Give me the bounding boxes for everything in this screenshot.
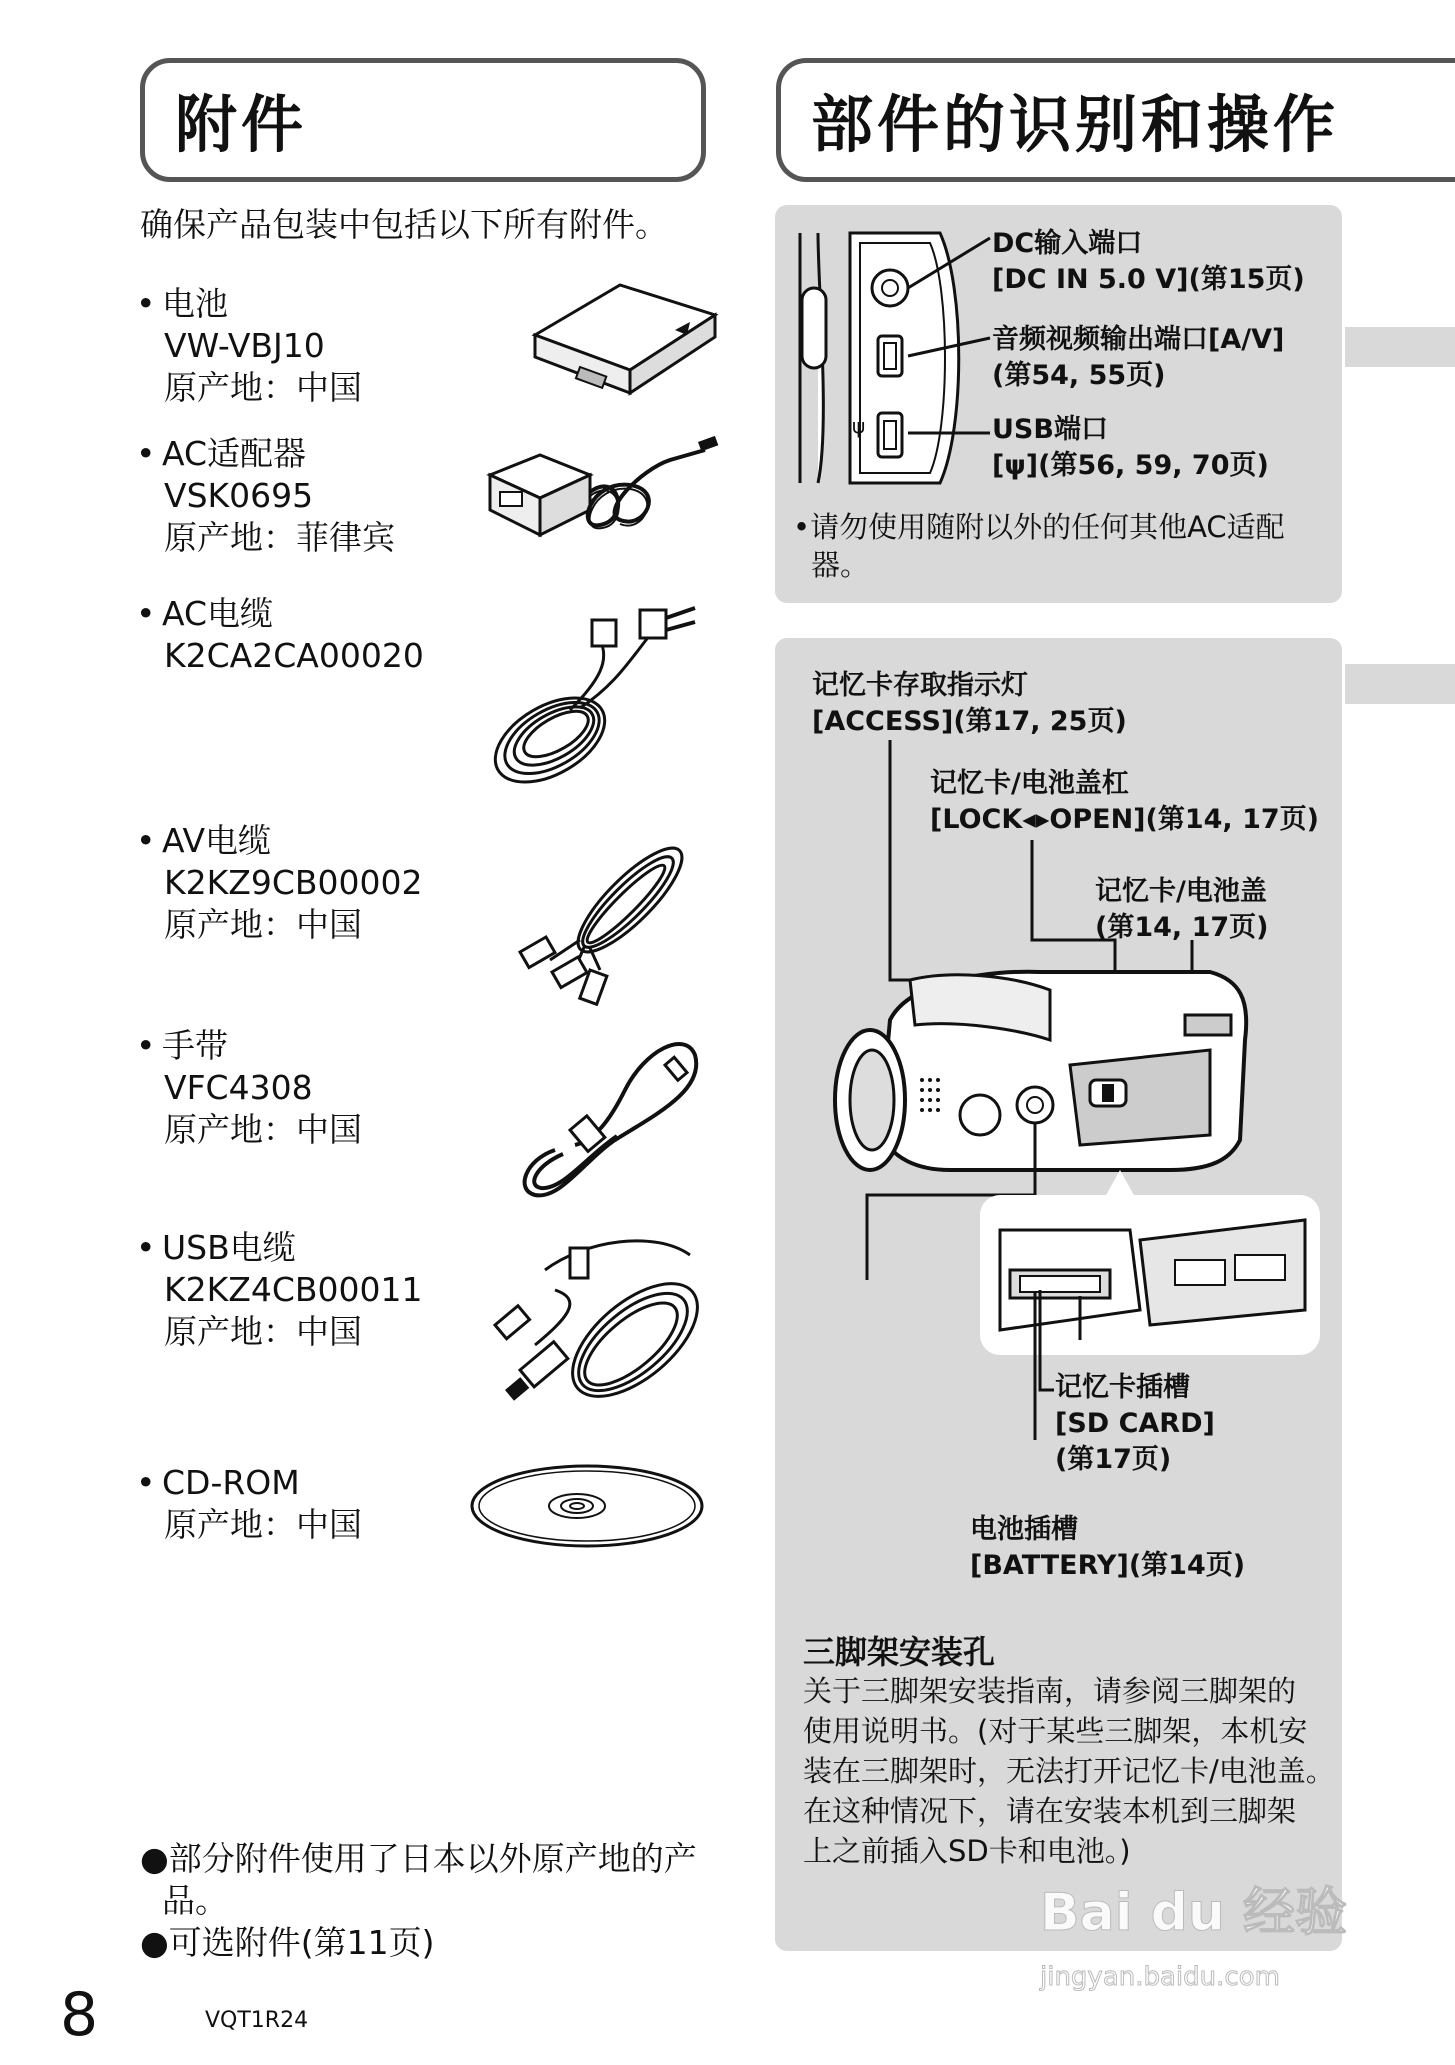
accessory-item-cd-rom: • CD-ROM 原产地：中国	[136, 1463, 362, 1544]
port-note-line-2: 器。	[811, 548, 870, 582]
accessory-item-ac-adaptor: • AC适配器 VSK0695 原产地：菲律宾	[136, 434, 395, 557]
accessory-origin: 原产地：中国	[164, 1110, 362, 1149]
svg-text:ψ: ψ	[852, 414, 866, 438]
hand-strap-illustration	[515, 1030, 715, 1200]
dc-in-port-label: DC输入端口	[992, 228, 1143, 259]
ac-cable-illustration	[480, 590, 720, 790]
accessory-code: K2CA2CA00020	[164, 636, 424, 675]
accessory-code: VW-VBJ10	[164, 326, 325, 365]
ac-adaptor-illustration	[480, 430, 720, 550]
accessory-code: 原产地：中国	[164, 1505, 362, 1544]
accessory-item-av-cable: • AV电缆 K2KZ9CB00002 原产地：中国	[136, 821, 423, 944]
side-tab-1	[1345, 327, 1455, 367]
accessory-name: USB电缆	[162, 1228, 296, 1267]
tripod-text-line-2: 使用说明书。(对于某些三脚架，本机安	[803, 1714, 1308, 1748]
accessory-name: CD-ROM	[162, 1463, 300, 1502]
cd-rom-illustration	[465, 1460, 710, 1555]
right-title-box	[776, 58, 1455, 182]
accessory-name: 手带	[162, 1026, 228, 1065]
accessory-code: K2KZ4CB00011	[164, 1270, 423, 1309]
right-section-title: 部件的识别和操作	[811, 88, 1340, 161]
page-number: 8	[60, 1980, 99, 2050]
accessory-origin: 原产地：菲律宾	[164, 518, 395, 557]
av-cable-illustration	[510, 820, 710, 1010]
tripod-text-line-3: 装在三脚架时，无法打开记忆卡/电池盖。	[803, 1754, 1335, 1788]
intro-text: 确保产品包装中包括以下所有附件。	[140, 205, 668, 244]
accessory-item-hand-strap: • 手带 VFC4308 原产地：中国	[136, 1026, 362, 1149]
accessory-item-ac-cable: • AC电缆 K2CA2CA00020	[136, 594, 424, 675]
access-lamp-ref: [ACCESS](第17, 25页)	[812, 706, 1127, 737]
note-line-2: 品。	[162, 1881, 228, 1920]
tripod-text-line-1: 关于三脚架安装指南，请参阅三脚架的	[803, 1674, 1297, 1708]
card-battery-cover-label: 记忆卡/电池盖	[1095, 876, 1267, 907]
note-line-3: ●可选附件(第11页)	[140, 1923, 435, 1962]
baidu-watermark: Bai du 经验	[1040, 1883, 1347, 1943]
sd-slot-label: 记忆卡插槽	[1055, 1372, 1190, 1403]
dc-in-port-ref: [DC IN 5.0 V](第15页)	[992, 264, 1305, 295]
tripod-text-line-5: 上之前插入SD卡和电池。)	[803, 1834, 1131, 1868]
usb-cable-illustration	[475, 1230, 725, 1430]
side-tab-2	[1345, 664, 1455, 704]
sd-slot-ref: (第17页)	[1055, 1444, 1172, 1475]
left-title-box	[140, 58, 706, 182]
tripod-title: 三脚架安装孔	[803, 1633, 996, 1671]
port-note-line-1: •请勿使用随附以外的任何其他AC适配	[793, 510, 1285, 544]
accessory-code: VSK0695	[164, 476, 314, 515]
accessory-name: AV电缆	[162, 821, 272, 860]
cover-lever-label: 记忆卡/电池盖杠	[930, 768, 1129, 799]
battery-slot-ref: [BATTERY](第14页)	[970, 1550, 1246, 1581]
av-out-port-label: 音频视频输出端口[A/V]	[992, 324, 1285, 355]
tripod-text-line-4: 在这种情况下，请在安装本机到三脚架	[803, 1794, 1297, 1828]
note-line-1: ●部分附件使用了日本以外原产地的产	[140, 1839, 697, 1878]
av-out-port-ref: (第54, 55页)	[992, 360, 1166, 391]
accessory-name: AC适配器	[162, 434, 307, 473]
accessory-name: 电池	[162, 284, 228, 323]
accessory-origin: 原产地：中国	[164, 905, 362, 944]
doc-code: VQT1R24	[205, 2008, 309, 2033]
accessory-origin: 原产地：中国	[164, 368, 362, 407]
battery-illustration	[525, 275, 725, 405]
battery-slot-label: 电池插槽	[970, 1514, 1078, 1545]
accessory-item-usb-cable: • USB电缆 K2KZ4CB00011 原产地：中国	[136, 1228, 423, 1351]
accessory-code: VFC4308	[164, 1068, 313, 1107]
usb-port-ref: [ψ](第56, 59, 70页)	[992, 450, 1269, 481]
sd-slot-name: [SD CARD]	[1055, 1408, 1215, 1439]
cover-lever-ref: [LOCK◂▸OPEN](第14, 17页)	[930, 804, 1319, 835]
accessory-item-battery: • 电池 VW-VBJ10 原产地：中国	[136, 284, 362, 407]
camera-side-illustration	[790, 228, 1000, 488]
accessory-code: K2KZ9CB00002	[164, 863, 423, 902]
accessory-origin: 原产地：中国	[164, 1312, 362, 1351]
access-lamp-label: 记忆卡存取指示灯	[812, 670, 1028, 701]
sd-leader-lines	[1020, 1290, 1060, 1530]
accessory-name: AC电缆	[162, 594, 274, 633]
left-section-title: 附件	[175, 88, 308, 161]
usb-port-label: USB端口	[992, 414, 1108, 445]
baidu-watermark-url: jingyan.baidu.com	[1040, 1962, 1280, 1992]
card-battery-cover-ref: (第14, 17页)	[1095, 912, 1269, 943]
